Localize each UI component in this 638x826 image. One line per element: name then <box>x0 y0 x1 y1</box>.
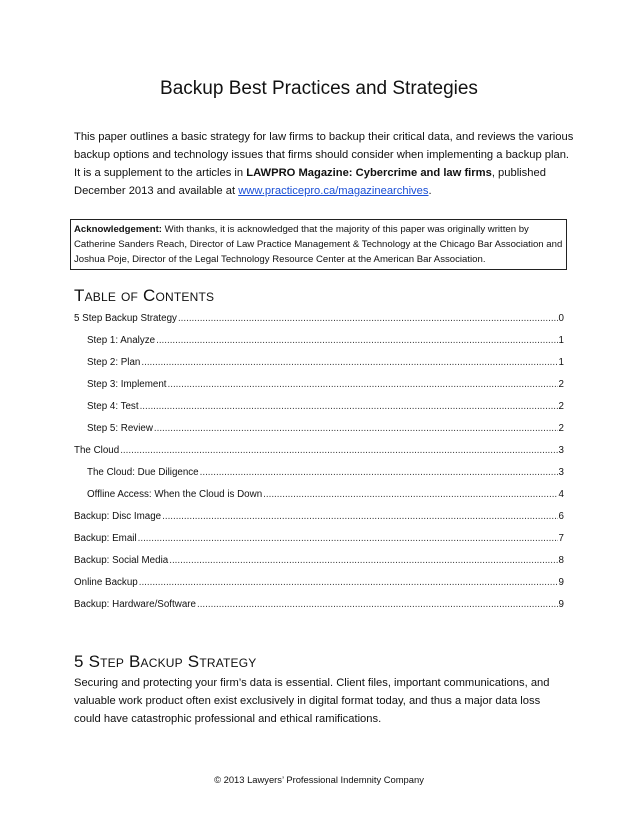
toc-entry[interactable] <box>74 374 564 396</box>
magazine-title: LAWPRO Magazine: Cybercrime and law firms <box>246 167 492 179</box>
toc-dot-leader <box>178 308 558 330</box>
toc-dot-leader <box>156 330 557 352</box>
toc-entry[interactable] <box>74 484 564 506</box>
toc-entry[interactable] <box>74 352 564 374</box>
toc-entry[interactable] <box>74 572 564 594</box>
toc-dot-leader <box>169 550 557 572</box>
toc-entry[interactable] <box>74 528 564 550</box>
toc-page-number: 3 <box>558 467 564 478</box>
toc-entry[interactable] <box>74 462 564 484</box>
toc-entry[interactable] <box>74 594 564 616</box>
toc-dot-leader <box>200 462 558 484</box>
toc-entry-label[interactable]: The Cloud <box>74 445 120 456</box>
toc-dot-leader <box>168 374 558 396</box>
toc-entry-label[interactable]: Step 2: Plan <box>87 357 141 368</box>
toc-entry[interactable] <box>74 308 564 330</box>
toc-entry-label[interactable]: Step 3: Implement <box>87 379 167 390</box>
toc-entry-label[interactable]: Online Backup <box>74 577 138 588</box>
page-footer: © 2013 Lawyers’ Professional Indemnity Company <box>214 774 424 785</box>
toc-dot-leader <box>162 506 557 528</box>
acknowledgement-text: With thanks, it is acknowledged that the majority of this paper was originally written by Catherine Sanders Reach, Director of Law Practice Management & Technology at the Chicago Bar Association and Joshua Poje, Director of the Legal Technology Resource Center at the American Bar Association. <box>74 224 563 265</box>
acknowledgement-label: Acknowledgement: <box>74 224 162 235</box>
toc-entry-label[interactable]: Backup: Hardware/Software <box>74 599 196 610</box>
section-heading: 5 Step Backup Strategy <box>74 652 257 671</box>
toc-page-number: 2 <box>558 401 564 412</box>
toc-entry-label[interactable]: Step 4: Test <box>87 401 139 412</box>
toc-page-number: 7 <box>558 533 564 544</box>
toc-dot-leader <box>263 484 557 506</box>
toc-entry[interactable] <box>74 418 564 440</box>
toc-dot-leader <box>141 352 557 374</box>
toc-page-number: 1 <box>558 335 564 346</box>
toc-page-number: 2 <box>558 379 564 390</box>
toc-page-number: 8 <box>558 555 564 566</box>
table-of-contents <box>74 308 564 616</box>
toc-heading: Table of Contents <box>74 286 215 305</box>
toc-page-number: 1 <box>558 357 564 368</box>
intro-paragraph <box>74 128 574 200</box>
toc-entry[interactable] <box>74 440 564 462</box>
toc-dot-leader <box>120 440 557 462</box>
toc-page-number: 9 <box>558 577 564 588</box>
toc-entry-label[interactable]: Backup: Social Media <box>74 555 169 566</box>
toc-dot-leader <box>154 418 558 440</box>
toc-entry[interactable] <box>74 330 564 352</box>
intro-text-start: This paper outlines a basic strategy for law firms to backup their critical data, and reviews the various backup options and technology issues that firms should consider when implementing a backup plan. It is a supplement to the articles in <box>74 131 574 179</box>
toc-page-number: 3 <box>558 445 564 456</box>
toc-entry-label[interactable]: Offline Access: When the Cloud is Down <box>87 489 263 500</box>
toc-entry[interactable] <box>74 396 564 418</box>
toc-page-number: 6 <box>558 511 564 522</box>
toc-page-number: 4 <box>558 489 564 500</box>
toc-page-number: 0 <box>558 313 564 324</box>
toc-entry-label[interactable]: Step 1: Analyze <box>87 335 156 346</box>
section-body: Securing and protecting your firm’s data is essential. Client files, important communications, and valuable work product often exist exclusively in digital format today, and thus a major data loss could have catastrophic professional and ethical ramifications. <box>74 677 550 725</box>
toc-dot-leader <box>197 594 558 616</box>
toc-entry-label[interactable]: Step 5: Review <box>87 423 153 434</box>
toc-dot-leader <box>139 572 558 594</box>
toc-dot-leader <box>138 528 558 550</box>
toc-page-number: 2 <box>558 423 564 434</box>
toc-entry-label[interactable]: Backup: Email <box>74 533 137 544</box>
toc-entry-label[interactable]: The Cloud: Due Diligence <box>87 467 199 478</box>
toc-entry[interactable] <box>74 550 564 572</box>
acknowledgement-box <box>70 219 567 270</box>
toc-entry-label[interactable]: Backup: Disc Image <box>74 511 162 522</box>
toc-page-number: 9 <box>558 599 564 610</box>
intro-text-middle: , published December 2013 and available at <box>74 167 546 197</box>
toc-entry-label[interactable]: 5 Step Backup Strategy <box>74 313 177 324</box>
intro-text-end: . <box>428 185 432 197</box>
magazine-archives-link[interactable]: www.practicepro.ca/magazinearchives <box>238 185 429 197</box>
toc-entry[interactable] <box>74 506 564 528</box>
toc-dot-leader <box>140 396 558 418</box>
document-title: Backup Best Practices and Strategies <box>160 78 478 99</box>
